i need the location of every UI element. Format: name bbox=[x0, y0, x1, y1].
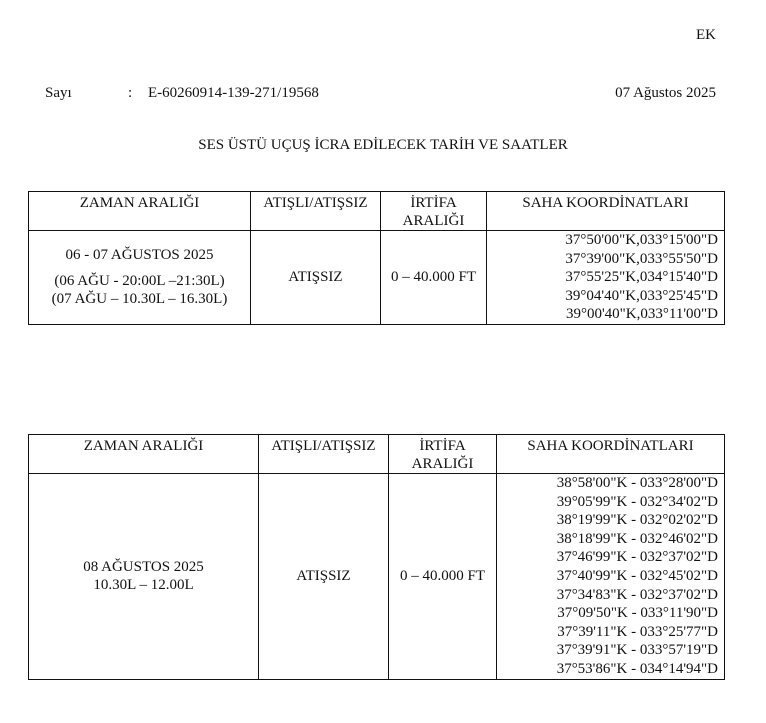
coordinate: 39°00'40"K,033°11'00"D bbox=[565, 306, 718, 323]
number-separator: : bbox=[128, 85, 133, 101]
col-header-saha: SAHA KOORDİNATLARI bbox=[497, 435, 725, 474]
coordinate: 37°34'83"K - 032°37'02"D bbox=[556, 586, 718, 603]
number-label: Sayı bbox=[45, 85, 72, 101]
coordinate: 37°55'25"K,034°15'40"D bbox=[565, 269, 718, 286]
col-header-irtifa bbox=[389, 435, 497, 474]
coordinate: 39°04'40"K,033°25'45"D bbox=[565, 287, 718, 304]
irtifa-line-1: İRTİFA bbox=[419, 438, 466, 454]
coordinate: 39°05'99"K - 032°34'02"D bbox=[556, 493, 718, 510]
coordinates-cell bbox=[497, 474, 725, 680]
schedule-table-1 bbox=[28, 191, 725, 325]
atisli-cell: ATIŞSIZ bbox=[251, 231, 381, 325]
zaman-cell bbox=[29, 474, 259, 680]
table-header-row bbox=[29, 435, 725, 474]
coordinates-cell bbox=[487, 231, 725, 325]
irtifa-cell: 0 – 40.000 FT bbox=[381, 231, 487, 325]
col-header-saha: SAHA KOORDİNATLARI bbox=[487, 192, 725, 231]
table-row bbox=[29, 231, 725, 325]
table-header-row bbox=[29, 192, 725, 231]
col-header-atisli: ATIŞLI/ATIŞSIZ bbox=[259, 435, 389, 474]
col-header-irtifa bbox=[381, 192, 487, 231]
col-header-atisli: ATIŞLI/ATIŞSIZ bbox=[251, 192, 381, 231]
document-date: 07 Ağustos 2025 bbox=[615, 85, 716, 101]
zaman-date: 08 AĞUSTOS 2025 bbox=[83, 559, 204, 576]
irtifa-cell: 0 – 40.000 FT bbox=[389, 474, 497, 680]
irtifa-line-1: İRTİFA bbox=[410, 195, 457, 211]
table-row bbox=[29, 474, 725, 680]
zaman-time: (06 AĞU - 20:00L –21:30L) bbox=[54, 273, 225, 290]
coordinate: 37°39'11"K - 033°25'77"D bbox=[557, 623, 718, 640]
col-header-zaman: ZAMAN ARALIĞI bbox=[29, 192, 251, 231]
coordinate: 37°39'00"K,033°55'50"D bbox=[565, 250, 718, 267]
document-number: E-60260914-139-271/19568 bbox=[148, 85, 319, 101]
coordinate: 38°19'99"K - 032°02'02"D bbox=[556, 512, 718, 529]
zaman-date: 06 - 07 AĞUSTOS 2025 bbox=[65, 247, 214, 264]
irtifa-line-2: ARALIĞI bbox=[411, 456, 474, 472]
document-title: SES ÜSTÜ UÇUŞ İCRA EDİLECEK TARİH VE SAATLER bbox=[198, 137, 568, 153]
zaman-time: (07 AĞU – 10.30L – 16.30L) bbox=[51, 291, 228, 308]
coordinate: 37°53'86"K - 034°14'94"D bbox=[556, 660, 718, 677]
coordinate: 38°58'00"K - 033°28'00"D bbox=[556, 475, 718, 491]
coordinate: 37°39'91"K - 033°57'19"D bbox=[556, 642, 718, 659]
col-header-zaman: ZAMAN ARALIĞI bbox=[29, 435, 259, 474]
annex-label: EK bbox=[696, 27, 716, 43]
zaman-time: 10.30L – 12.00L bbox=[93, 577, 194, 594]
coordinate: 37°46'99"K - 032°37'02"D bbox=[556, 549, 718, 566]
irtifa-line-2: ARALIĞI bbox=[402, 213, 465, 229]
zaman-cell bbox=[29, 231, 251, 325]
schedule-table-2 bbox=[28, 434, 725, 680]
coordinate: 38°18'99"K - 032°46'02"D bbox=[556, 530, 718, 547]
coordinate: 37°40'99"K - 032°45'02"D bbox=[556, 567, 718, 584]
coordinate: 37°09'50"K - 033°11'90"D bbox=[557, 605, 718, 622]
atisli-cell: ATIŞSIZ bbox=[259, 474, 389, 680]
coordinate: 37°50'00"K,033°15'00"D bbox=[565, 232, 718, 248]
